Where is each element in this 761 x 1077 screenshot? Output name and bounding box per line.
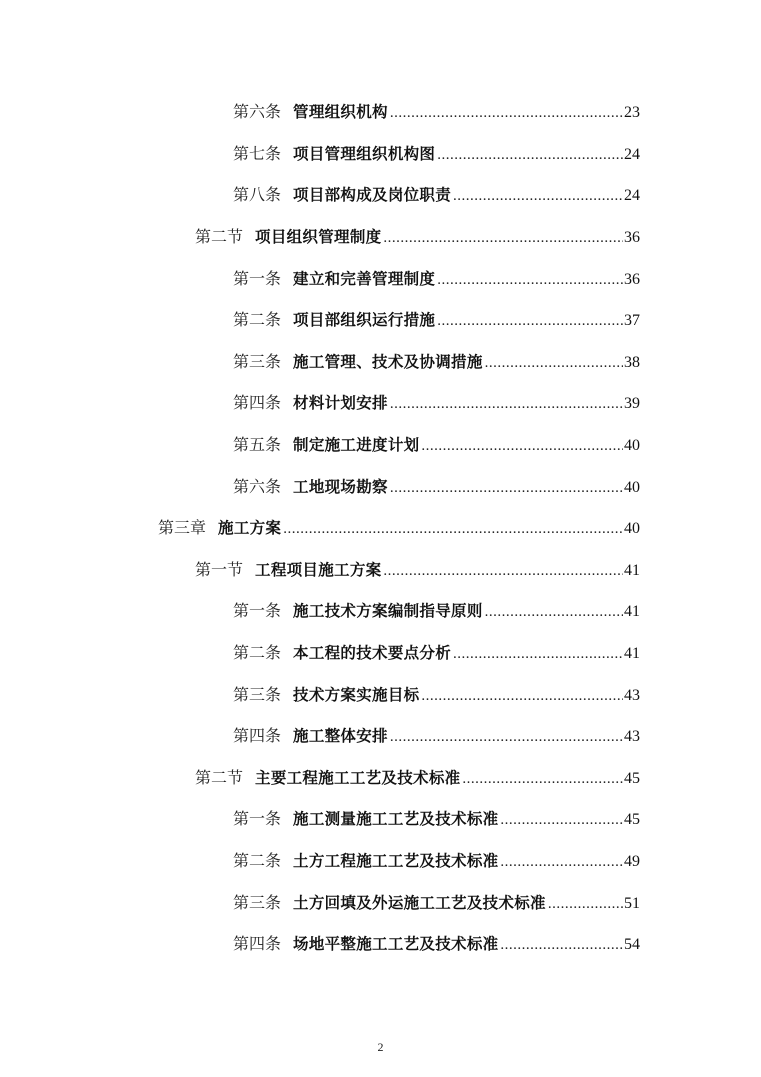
toc-entry[interactable] [0,423,761,465]
toc-entry-page: 41 [624,645,640,663]
toc-entry[interactable] [0,173,761,215]
toc-entry[interactable] [0,548,761,590]
toc-entry[interactable] [0,340,761,382]
toc-entry-number: 第三条 [233,684,282,704]
toc-entry-title: 管理组织机构 [293,103,388,122]
toc-entry-content [233,307,640,330]
toc-entry-content [195,765,640,788]
toc-entry-number: 第六条 [233,102,282,122]
toc-entry[interactable] [0,756,761,798]
toc-entry-title: 施工方案 [218,519,282,538]
toc-entry-page: 40 [624,478,640,496]
toc-entry-title: 土方工程施工工艺及技术标准 [293,851,499,870]
page-number: 2 [377,1040,384,1054]
toc-entry-content [195,557,640,580]
toc-dot-leader [383,230,623,247]
toc-entry-page: 49 [624,852,640,870]
toc-entry-number: 第二条 [233,850,282,870]
toc-entry-content [233,390,640,413]
toc-entry-number: 第七条 [233,143,282,163]
toc-dot-leader [485,604,623,621]
toc-entry[interactable] [0,839,761,881]
toc-dot-leader [283,521,623,538]
toc-entry-page: 40 [624,520,640,538]
toc-dot-leader [421,688,623,705]
toc-entry-page: 43 [624,686,640,704]
toc-entry-title: 材料计划安排 [293,394,388,413]
toc-entry-page: 51 [624,894,640,912]
toc-entry-number: 第四条 [233,393,282,413]
toc-entry-number: 第四条 [233,726,282,746]
toc-entry-number: 第一条 [233,809,282,829]
toc-entry-content [233,141,640,164]
toc-entry-number: 第三条 [233,892,282,912]
toc-dot-leader [485,355,623,372]
toc-dot-leader [390,729,623,746]
toc-entry[interactable] [0,381,761,423]
toc-entry-page: 41 [624,561,640,579]
toc-dot-leader [453,646,623,663]
toc-entry-content [195,224,640,247]
toc-entry-title: 工程项目施工方案 [255,560,382,579]
toc-entry-page: 45 [624,811,640,829]
toc-entry-page: 39 [624,395,640,413]
toc-entry-number: 第二条 [233,643,282,663]
toc-entry-page: 24 [624,187,640,205]
toc-entry-content [233,682,640,705]
toc-dot-leader [500,812,623,829]
toc-dot-leader [548,896,623,913]
toc-dot-leader [437,313,623,330]
toc-entry-number: 第三章 [158,518,207,538]
toc-entry-number: 第二节 [195,767,244,787]
toc-entry[interactable] [0,506,761,548]
toc-entry-content [233,723,640,746]
toc-entry[interactable] [0,589,761,631]
toc-entry-number: 第六条 [233,476,282,496]
toc-dot-leader [437,272,623,289]
toc-entry-title: 建立和完善管理制度 [293,269,436,288]
toc-dot-leader [500,854,623,871]
toc-entry-page: 36 [624,270,640,288]
toc-entry-content [233,266,640,289]
toc-entry[interactable] [0,922,761,964]
toc-entry-title: 本工程的技术要点分析 [293,644,452,663]
toc-dot-leader [383,563,623,580]
toc-entry-content [233,598,640,621]
toc-entry-content [233,890,640,913]
toc-entry-title: 项目管理组织机构图 [293,144,436,163]
toc-entry-number: 第一节 [195,559,244,579]
toc-entry-page: 37 [624,312,640,330]
toc-entry[interactable] [0,132,761,174]
toc-entry-page: 24 [624,145,640,163]
toc-entry[interactable] [0,215,761,257]
toc-entry-title: 场地平整施工工艺及技术标准 [293,935,499,954]
toc-entry-content [233,931,640,954]
toc-dot-leader [421,438,623,455]
toc-entry-content [233,432,640,455]
toc-entry[interactable] [0,714,761,756]
toc-entry-page: 41 [624,603,640,621]
table-of-contents [0,90,761,963]
toc-entry-number: 第一条 [233,601,282,621]
toc-entry-title: 项目组织管理制度 [255,228,382,247]
toc-entry[interactable] [0,256,761,298]
toc-entry-number: 第八条 [233,185,282,205]
toc-entry[interactable] [0,464,761,506]
toc-entry-title: 施工测量施工工艺及技术标准 [293,810,499,829]
toc-entry[interactable] [0,298,761,340]
toc-entry[interactable] [0,90,761,132]
toc-dot-leader [390,105,623,122]
toc-entry-content [233,474,640,497]
toc-entry-page: 40 [624,437,640,455]
toc-entry[interactable] [0,880,761,922]
toc-entry-title: 项目部构成及岗位职责 [293,186,452,205]
toc-entry-number: 第一条 [233,268,282,288]
toc-entry-content [158,515,640,538]
toc-entry-page: 38 [624,353,640,371]
toc-entry[interactable] [0,672,761,714]
toc-dot-leader [437,147,623,164]
toc-entry-number: 第三条 [233,351,282,371]
toc-entry-content [233,806,640,829]
toc-entry-title: 施工技术方案编制指导原则 [293,602,483,621]
toc-entry-title: 施工管理、技术及协调措施 [293,352,483,371]
toc-entry-number: 第二节 [195,227,244,247]
toc-entry-content [233,349,640,372]
toc-entry-number: 第二条 [233,310,282,330]
toc-entry-page: 54 [624,936,640,954]
toc-entry-title: 工地现场勘察 [293,477,388,496]
toc-entry-content [233,99,640,122]
toc-entry-page: 43 [624,728,640,746]
toc-entry-title: 技术方案实施目标 [293,685,420,704]
toc-entry-page: 23 [624,104,640,122]
toc-dot-leader [390,396,623,413]
toc-entry-title: 项目部组织运行措施 [293,311,436,330]
toc-dot-leader [453,188,623,205]
toc-entry-content [233,640,640,663]
toc-dot-leader [462,771,623,788]
toc-entry-content [233,848,640,871]
toc-entry-content [233,182,640,205]
toc-entry-number: 第五条 [233,435,282,455]
toc-entry-title: 施工整体安排 [293,727,388,746]
toc-entry-page: 36 [624,229,640,247]
toc-entry-number: 第四条 [233,934,282,954]
toc-dot-leader [500,937,623,954]
toc-entry-title: 主要工程施工工艺及技术标准 [255,768,461,787]
toc-entry[interactable] [0,631,761,673]
toc-dot-leader [390,480,623,497]
toc-entry-title: 土方回填及外运施工工艺及技术标准 [293,893,546,912]
toc-entry-page: 45 [624,769,640,787]
toc-entry-title: 制定施工进度计划 [293,436,420,455]
toc-entry[interactable] [0,797,761,839]
